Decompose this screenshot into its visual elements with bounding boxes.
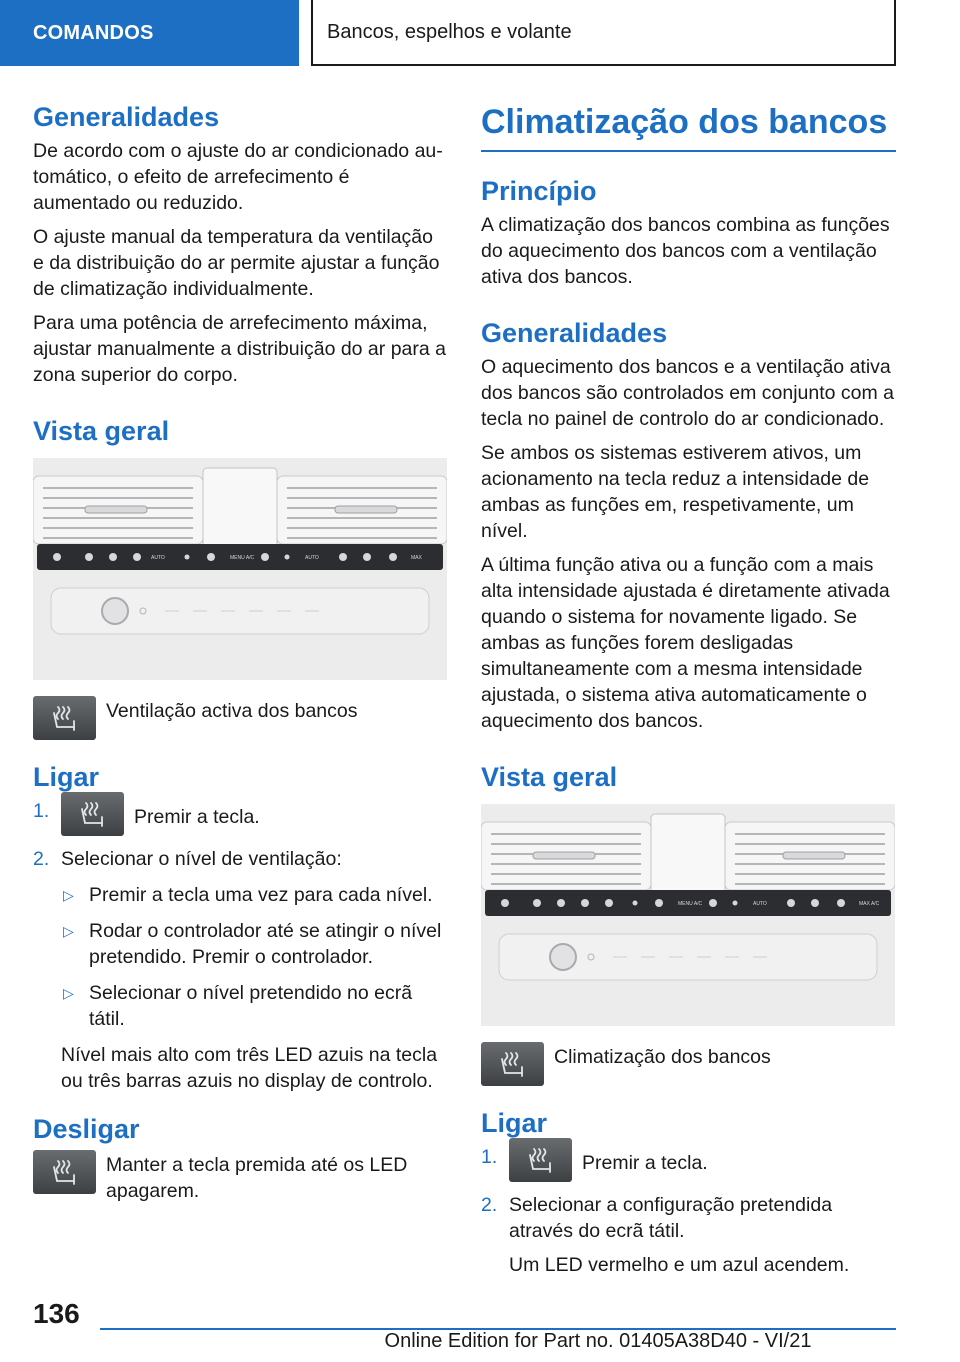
dashboard-photo xyxy=(481,804,895,1026)
paragraph: Se ambos os sistemas estiverem ativos, um acionamento na tecla reduz a intensidade de ambas as funções em, respetivamente, um nível. xyxy=(481,442,870,542)
heading-vista-geral: Vista geral xyxy=(481,762,618,792)
paragraph: Para uma potência de arrefecimento máxima, ajustar manualmente a distribuição do ar para a zona superior do corpo. xyxy=(33,312,446,386)
step-number: 1. xyxy=(481,1146,498,1168)
step-2-options xyxy=(61,882,447,1032)
desligar-row xyxy=(33,1150,447,1204)
heading-ligar: Ligar xyxy=(481,1108,548,1138)
paragraph: O aquecimento dos bancos e a ventilação ativa dos bancos são controlados em conjunto com a tecla no painel de controlo do ar condicionado. xyxy=(481,356,894,430)
heading-vista-geral: Vista geral xyxy=(33,416,170,446)
page-number: 136 xyxy=(33,1298,80,1329)
panel-label-menu: MENU A/C xyxy=(230,555,255,561)
paragraph: De acordo com o ajuste do ar condicionado automático, o efeito de arrefecimento é aumentado ou reduzido. xyxy=(33,140,443,214)
ligar-steps xyxy=(33,798,447,1094)
caption-text: Climatização dos bancos xyxy=(554,1046,771,1068)
step-1 xyxy=(33,798,447,836)
section-tab: COMANDOS xyxy=(0,0,299,66)
step-number: 1. xyxy=(33,800,50,822)
seat-ventilation-icon xyxy=(61,792,124,836)
sub-item: ▷ Rodar o controlador até se atingir o nível pretendido. Premir o controlador. xyxy=(63,920,442,968)
step-1 xyxy=(481,1144,896,1182)
seat-climate-icon xyxy=(481,1042,544,1086)
triangle-bullet-icon: ▷ xyxy=(63,887,74,903)
dashboard-photo xyxy=(33,458,447,680)
panel-label-auto-right: AUTO xyxy=(305,555,319,561)
triangle-bullet-icon: ▷ xyxy=(63,923,74,939)
footer-edition: Online Edition for Part no. 01405A38D40 - VI/21 xyxy=(384,1330,812,1352)
step-2 xyxy=(33,846,447,1094)
seat-climate-icon xyxy=(509,1138,572,1182)
caption-ventilation xyxy=(33,696,447,740)
panel-label-max: MAX A/C xyxy=(859,901,880,907)
ligar-steps xyxy=(481,1144,896,1278)
section-title: Climatização dos bancos xyxy=(481,100,896,152)
desligar-text: Manter a tecla premida até os LED apagarem. xyxy=(106,1154,408,1202)
caption-text: Ventilação activa dos bancos xyxy=(106,700,358,722)
step-text: Premir a tecla. xyxy=(134,806,260,828)
seat-ventilation-icon xyxy=(33,1150,96,1194)
panel-label-menu: MENU A/C xyxy=(678,901,703,907)
left-column xyxy=(33,100,447,1224)
sub-item: ▷ Selecionar o nível pretendido no ecrã tátil. xyxy=(63,982,413,1030)
panel-label-auto: AUTO xyxy=(151,555,165,561)
step-number: 2. xyxy=(481,1194,498,1216)
chapter-title: Bancos, espelhos e volante xyxy=(311,0,896,66)
step-note: Um LED vermelho e um azul acendem. xyxy=(509,1254,850,1276)
panel-label-max: MAX xyxy=(411,555,422,561)
step-note: Nível mais alto com três LED azuis na tecla ou três barras azuis no display de controlo. xyxy=(61,1044,438,1092)
step-2 xyxy=(481,1192,896,1278)
heading-generalidades: Generalidades xyxy=(33,102,220,132)
sub-item: ▷ Premir a tecla uma vez para cada nível. xyxy=(63,884,433,906)
paragraph: O ajuste manual da temperatura da ventilação e da distribuição do ar permite ajustar a função de climatização individualmente. xyxy=(33,226,440,300)
step-number: 2. xyxy=(33,848,50,870)
caption-climatization xyxy=(481,1042,896,1086)
seat-ventilation-icon xyxy=(33,696,96,740)
paragraph: A climatização dos bancos combina as funções do aquecimento dos bancos com a ventilação ativa dos bancos. xyxy=(481,214,890,288)
heading-principio: Princípio xyxy=(481,176,597,206)
step-text: Premir a tecla. xyxy=(582,1152,708,1174)
step-text: Selecionar o nível de ventilação: xyxy=(61,848,342,870)
heading-ligar: Ligar xyxy=(33,762,100,792)
panel-label-auto-right: AUTO xyxy=(753,901,767,907)
right-column xyxy=(481,100,896,1288)
heading-generalidades: Generalidades xyxy=(481,318,668,348)
triangle-bullet-icon: ▷ xyxy=(63,985,74,1001)
paragraph: A última função ativa ou a função com a mais alta intensidade ajustada é diretamente ativada quando o sistema for novamente ligado. Se ambas as funções forem desligadas simultaneamente com a mesma intensidade ajustada, o sistema ativa automaticamente o aquecimento dos bancos. xyxy=(481,554,890,732)
heading-desligar: Desligar xyxy=(33,1114,140,1144)
step-text: Selecionar a configuração pretendida através do ecrã tátil. xyxy=(509,1194,833,1242)
